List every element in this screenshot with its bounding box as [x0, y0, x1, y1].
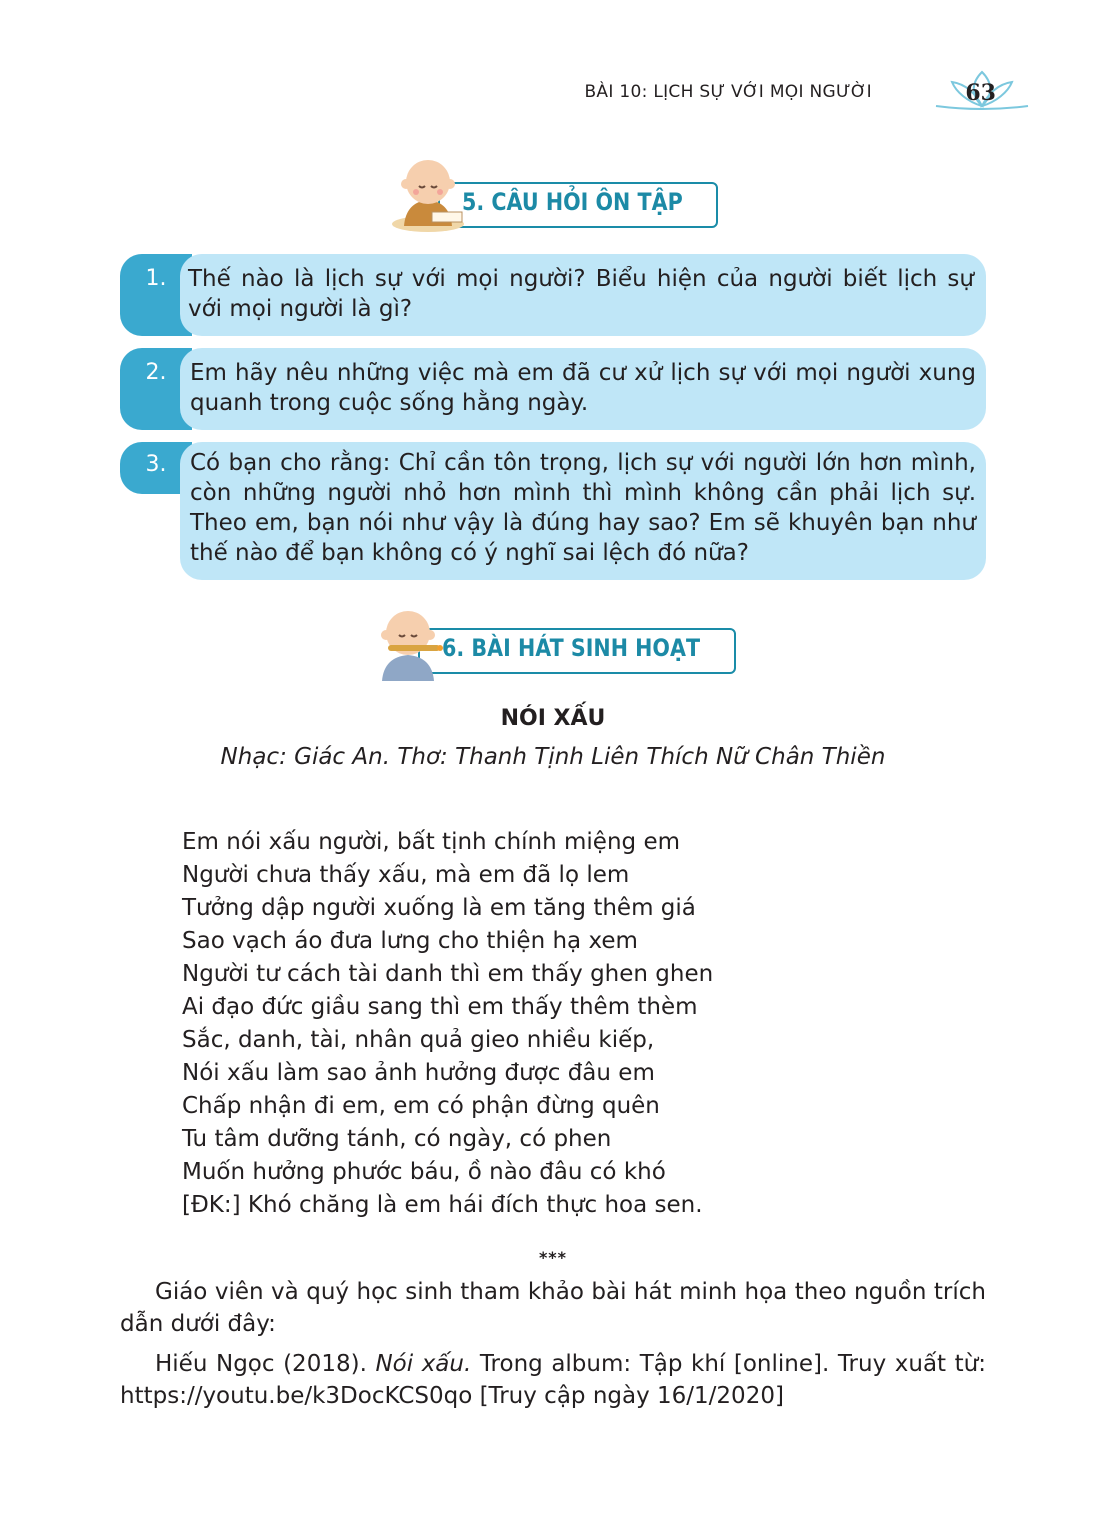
- lyric-line: Người tư cách tài danh thì em thấy ghen ghen: [182, 961, 714, 987]
- lyric-line: Sắc, danh, tài, nhân quả gieo nhiều kiếp,: [182, 1027, 655, 1053]
- question-text: Thế nào là lịch sự với mọi người? Biểu hiện của người biết lịch sự với mọi người là gì?: [188, 266, 974, 322]
- lyrics: [182, 826, 713, 1222]
- reference-citation: [120, 1348, 986, 1412]
- lyric-line: Tu tâm dưỡng tánh, có ngày, có phen: [182, 1126, 612, 1152]
- lyric-line: Ai đạo đức giầu sang thì em thấy thêm thèm: [182, 994, 698, 1020]
- page-header: [560, 72, 1040, 112]
- lyric-line: Sao vạch áo đưa lưng cho thiện hạ xem: [182, 928, 638, 954]
- lyric-line: Em nói xấu người, bất tịnh chính miệng em: [182, 829, 680, 855]
- lyric-line: Nói xấu làm sao ảnh hưởng được đâu em: [182, 1060, 655, 1086]
- lyric-line: Người chưa thấy xấu, mà em đã lọ lem: [182, 862, 630, 888]
- lyric-line: [ĐK:] Khó chăng là em hái đích thực hoa sen.: [182, 1192, 703, 1218]
- section-6-title: 6. BÀI HÁT SINH HOẠT: [442, 634, 701, 662]
- question-number: 2.: [145, 360, 167, 385]
- reference-author: Hiếu Ngọc (2018).: [155, 1351, 376, 1377]
- reference-source: Trong album: Tập khí [online]. Truy xuất từ: https://youtu.be/k3DocKCS0qo [Truy cập ngày 16/1/2020]: [120, 1351, 986, 1409]
- song-credit: Nhạc: Giác An. Thơ: Thanh Tịnh Liên Thích Nữ Chân Thiền: [220, 744, 886, 770]
- question-number: 1.: [145, 266, 167, 291]
- section-5-title: 5. CÂU HỎI ÔN TẬP: [462, 188, 683, 216]
- lyric-line: Tưởng dập người xuống là em tăng thêm giá: [182, 895, 696, 921]
- lesson-title: BÀI 10: LỊCH SỰ VỚI MỌI NGƯỜI: [584, 82, 872, 102]
- reference-song-title: Nói xấu.: [375, 1351, 472, 1377]
- lyric-line: Chấp nhận đi em, em có phận đừng quên: [182, 1093, 660, 1119]
- section-5-heading: [388, 174, 718, 230]
- question-text: Em hãy nêu những việc mà em đã cư xử lịch sự với mọi người xung quanh trong cuộc sống hằng ngày.: [190, 360, 976, 416]
- song-title: NÓI XẤU: [500, 706, 606, 731]
- reference-intro: Giáo viên và quý học sinh tham khảo bài hát minh họa theo nguồn trích dẫn dưới đây:: [120, 1279, 986, 1337]
- question-text: Có bạn cho rằng: Chỉ cần tôn trọng, lịch sự với người lớn hơn mình, còn những người nhỏ hơn mình thì mình không cần phải lịch sự. Theo em, bạn nói như vậy là đúng hay sao? Em sẽ khuyên bạn như thế nào để bạn không có ý nghĩ sai lệch đó nữa?: [190, 450, 976, 566]
- section-6-heading: [368, 620, 738, 676]
- question-number: 3.: [145, 452, 167, 477]
- page-number: 63: [965, 80, 996, 106]
- monk-reading-icon: [388, 152, 468, 236]
- monk-flute-icon: [368, 600, 448, 690]
- separator: ***: [538, 1248, 568, 1267]
- lyric-line: Muốn hưởng phước báu, ồ nào đâu có khó: [182, 1159, 666, 1185]
